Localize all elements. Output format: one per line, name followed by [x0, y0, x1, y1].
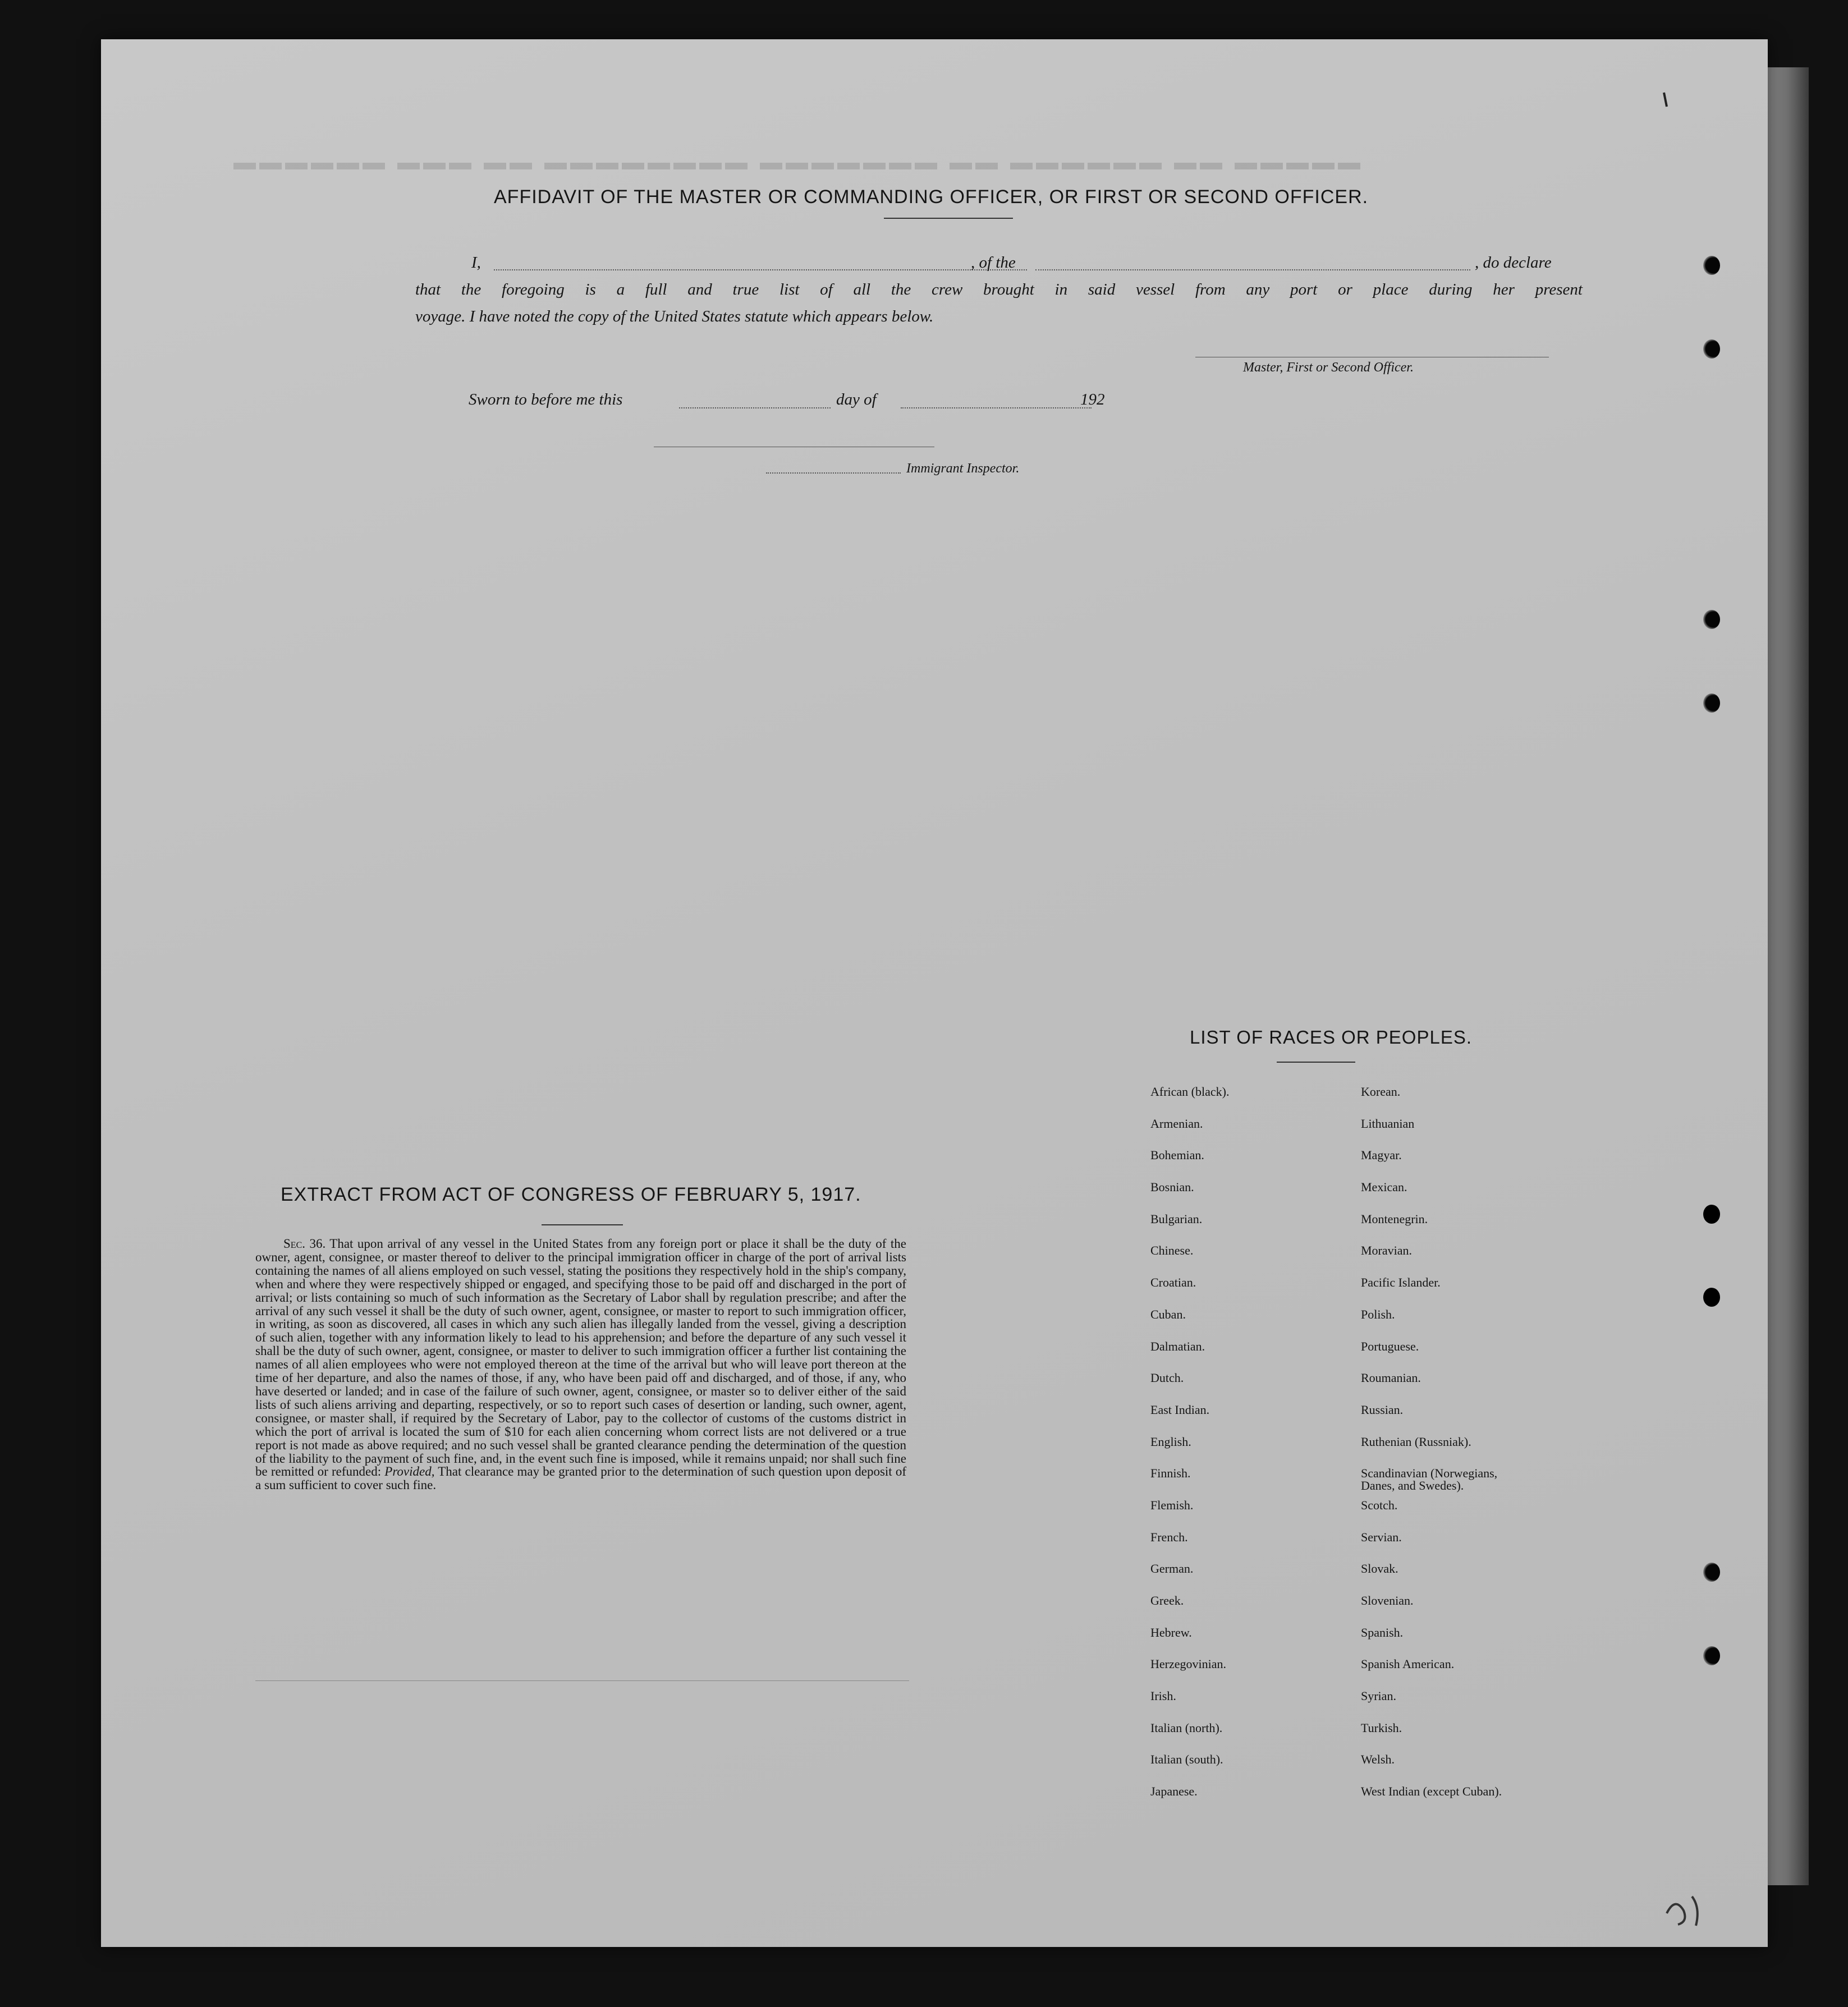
declare-label: , do declare	[1475, 254, 1552, 272]
race-item: Dutch.	[1150, 1371, 1184, 1385]
race-item: Bohemian.	[1150, 1148, 1204, 1163]
race-item: Roumanian.	[1361, 1371, 1421, 1385]
binder-hole-icon	[1703, 1205, 1720, 1224]
race-item: Spanish American.	[1361, 1657, 1455, 1671]
race-item: Magyar.	[1361, 1148, 1402, 1163]
sworn-day-line[interactable]	[679, 407, 831, 408]
race-item	[1361, 1817, 1597, 1849]
manifest-page	[101, 39, 1768, 1947]
pencil-tick-icon	[1656, 90, 1678, 112]
pencil-mark-icon	[1661, 1891, 1723, 1930]
binder-hole-icon	[1703, 1646, 1720, 1665]
binder-hole-icon	[1703, 1288, 1720, 1307]
proviso-word: Provided,	[384, 1464, 435, 1479]
race-item: Syrian.	[1361, 1689, 1396, 1703]
race-item: Chinese.	[1150, 1243, 1194, 1258]
race-item: Slovak.	[1361, 1561, 1398, 1576]
race-item: Spanish.	[1361, 1625, 1404, 1639]
race-item: Welsh.	[1361, 1752, 1395, 1767]
binder-hole-icon	[1703, 339, 1720, 359]
race-item: Russian.	[1361, 1402, 1404, 1417]
race-item: Moravian.	[1361, 1243, 1413, 1258]
race-item: Korean.	[1361, 1085, 1401, 1099]
declarant-name-line[interactable]	[494, 269, 1027, 270]
race-item: Lithuanian	[1361, 1116, 1415, 1131]
race-item: Hebrew.	[1150, 1625, 1192, 1639]
race-item: Armenian.	[1150, 1116, 1203, 1131]
extract-title-underline	[542, 1224, 623, 1225]
race-item: Scandinavian (Norwegians, Danes, and Swedes).	[1361, 1466, 1498, 1493]
race-item: Ruthenian (Russniak).	[1361, 1434, 1471, 1449]
inspector-label: Immigrant Inspector.	[906, 461, 1020, 476]
binder-hole-icon	[1703, 1563, 1720, 1582]
race-item: Irish.	[1150, 1689, 1176, 1703]
race-item: Bulgarian.	[1150, 1211, 1203, 1226]
race-item: Herzegovinian.	[1150, 1657, 1226, 1671]
race-item: Portuguese.	[1361, 1339, 1419, 1353]
race-item: African (black).	[1150, 1085, 1230, 1099]
race-item: French.	[1150, 1530, 1188, 1544]
section-number: Sec. 36.	[283, 1237, 326, 1251]
sworn-year: 192	[1080, 391, 1105, 408]
race-item: Italian (south).	[1150, 1752, 1223, 1767]
extract-body	[255, 1237, 906, 1492]
declarant-label: I,	[471, 254, 481, 272]
vessel-label: , of the	[971, 254, 1016, 272]
race-item: Croatian.	[1150, 1275, 1196, 1290]
race-item: Servian.	[1361, 1530, 1402, 1544]
races-title-underline	[1277, 1062, 1355, 1063]
race-item: Japanese.	[1150, 1784, 1198, 1799]
binder-hole-icon	[1703, 694, 1720, 713]
race-item: Cuban.	[1150, 1307, 1186, 1321]
race-item: East Indian.	[1150, 1402, 1210, 1417]
race-item: Scotch.	[1361, 1498, 1398, 1512]
declaration-line-2: that the foregoing is a full and true list of all the crew brought in said vessel from any port or place during her present	[415, 281, 1583, 298]
affidavit-title: AFFIDAVIT OF THE MASTER OR COMMANDING OFFICER, OR FIRST OR SECOND OFFICER.	[494, 186, 1369, 208]
race-item: Flemish.	[1150, 1498, 1194, 1512]
race-item: Mexican.	[1361, 1180, 1407, 1195]
binder-hole-icon	[1703, 610, 1720, 629]
binder-hole-icon	[1703, 256, 1720, 275]
inspector-dotted-line	[766, 472, 901, 474]
declaration-line-3: voyage. I have noted the copy of the United States statute which appears below.	[415, 307, 934, 325]
race-item: Polish.	[1361, 1307, 1395, 1321]
proviso-text: That clearance may be granted prior to the determination of such question upon deposit of a sum sufficient to cover such fine.	[255, 1464, 906, 1492]
vessel-name-line[interactable]	[1035, 269, 1470, 270]
race-item: German.	[1150, 1561, 1194, 1576]
race-item: West Indian (except Cuban).	[1361, 1784, 1502, 1799]
race-item: Slovenian.	[1361, 1593, 1414, 1608]
race-item: Montenegrin.	[1361, 1211, 1428, 1226]
master-signature-label: Master, First or Second Officer.	[1243, 360, 1414, 375]
sworn-label: Sworn to before me this	[469, 391, 623, 408]
race-item: Greek.	[1150, 1593, 1184, 1608]
races-title: LIST OF RACES OR PEOPLES.	[1190, 1027, 1473, 1048]
races-list	[1150, 1086, 1597, 1849]
title-underline	[884, 218, 1013, 219]
race-item: Dalmatian.	[1150, 1339, 1205, 1353]
bleed-through-text: ▬▬▬▬▬ ▬▬ ▬▬▬▬▬▬ ▬▬ ▬▬▬▬▬▬▬ ▬▬▬▬▬▬▬▬ ▬▬ ▬▬▬ ▬▬▬▬▬▬	[230, 149, 1360, 174]
section-text: That upon arrival of any vessel in the United States from any foreign port or place it shall be the duty of the owner, agent, consignee, or master thereof to deliver to the principal immigration officer in charge of the port of arrival lists containing the names of all aliens employed on such vessel, stating the positions they respectively hold in the ship's company, when and where they were respectively shipped or engaged, and specifying those to be paid off and discharged in the port of arrival; or lists containing so much of such information as the Secretary of Labor shall by regulation prescribe; and after the arrival of any such vessel it shall be the duty of such owner, agent, consignee, or master to report to such immigration officer, in writing, as soon as discovered, all cases in which any such alien has illegally landed from the vessel, giving a description of such alien, together with any information likely to lead to his apprehension; and before the departure of any such vessel it shall be the duty of such owner, agent, consignee, or master to deliver to such immigration officer a further list containing the names of all alien employees who were not employed thereon at the time of the arrival but who will leave port thereon at the time of her departure, and also the names of those, if any, who have been paid off and discharged, and of those, if any, who have deserted or landed; and in case of the failure of such owner, agent, consignee, or master so to deliver either of the said lists of such aliens arriving and departing, respectively, or so to report such cases of desertion or landing, such owner, agent, consignee, or master shall, if required by the Secretary of Labor, pay to the collector of customs of the customs district in which the port of arrival is located the sum of $10 for each alien concerning whom correct lists are not delivered or a true report is not made as above required; and no such vessel shall be granted clearance pending the determination of the question of the liability to the payment of such fine, and, in the event such fine is imposed, while it remains unpaid; nor shall such fine be remitted or refunded:	[255, 1237, 906, 1479]
sworn-month-line[interactable]	[901, 407, 1092, 408]
race-item	[1150, 1817, 1361, 1849]
extract-title: EXTRACT FROM ACT OF CONGRESS OF FEBRUARY 5, 1917.	[281, 1184, 861, 1205]
race-item: Finnish.	[1150, 1466, 1191, 1481]
day-of-label: day of	[836, 391, 877, 408]
race-item: Pacific Islander.	[1361, 1275, 1441, 1290]
race-item: Bosnian.	[1150, 1180, 1194, 1195]
race-item: Turkish.	[1361, 1720, 1402, 1735]
race-item: English.	[1150, 1434, 1191, 1449]
extract-bottom-rule	[255, 1680, 909, 1681]
race-item: Italian (north).	[1150, 1720, 1223, 1735]
